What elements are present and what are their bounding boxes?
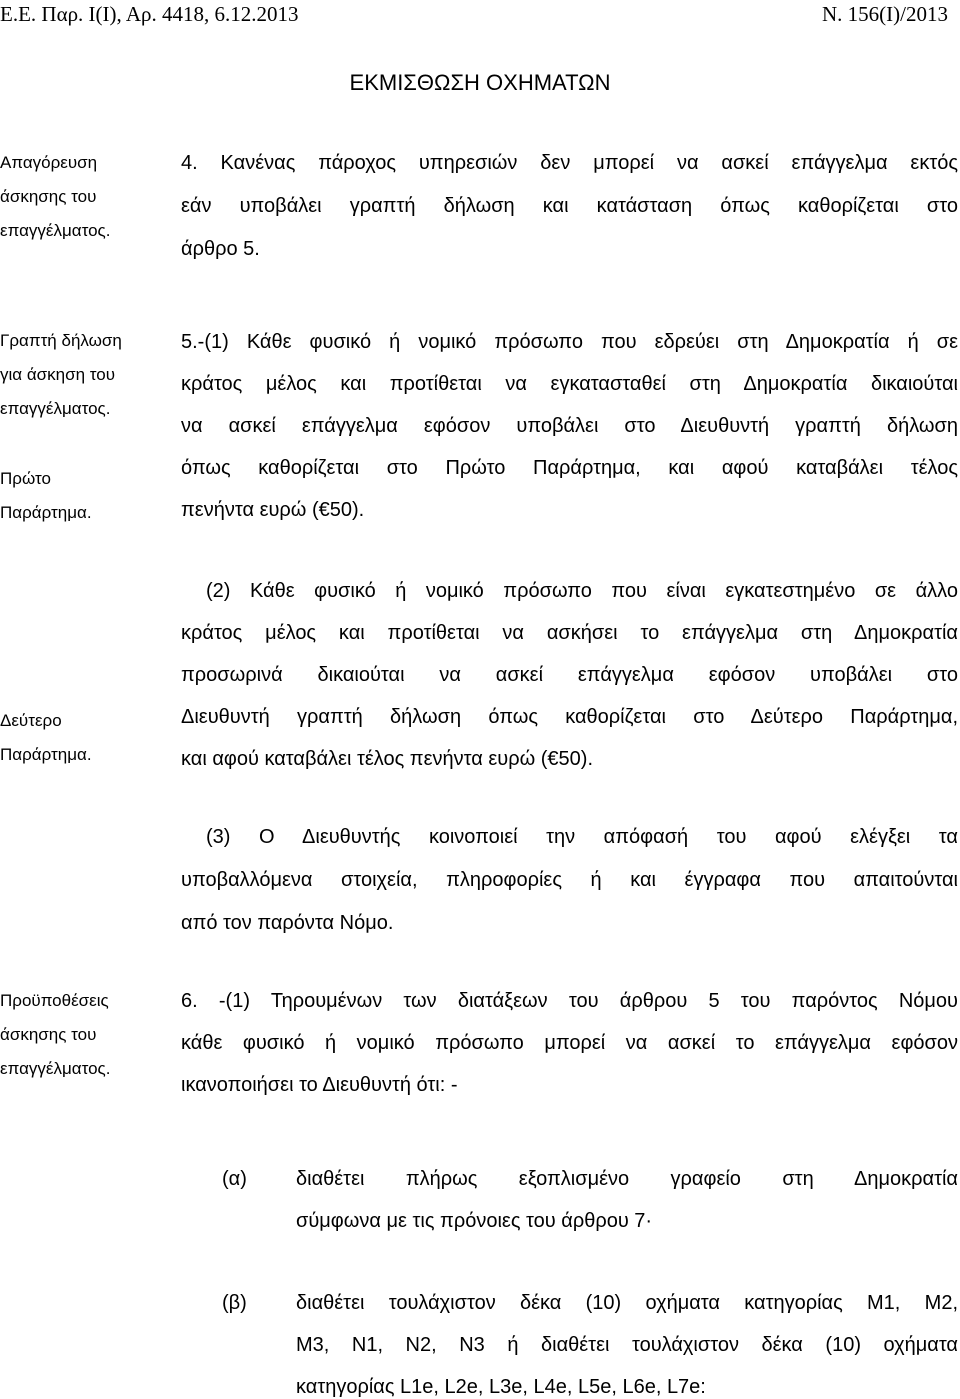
note-line: επαγγέλματος. [0, 1059, 111, 1078]
note-line: Δεύτερο [0, 711, 62, 730]
text-line: πενήντα ευρώ (€50). [181, 499, 365, 521]
text-line: να ασκεί επάγγελμα εφόσον υποβάλει στο Διευθυντή γραπτή δήλωση [181, 415, 958, 437]
text-line: όπως καθορίζεται στο Πρώτο Παράρτημα, και αφού καταβάλει τέλος [181, 457, 958, 479]
margin-note-prohibition [0, 146, 168, 248]
note-line: Προϋποθέσεις [0, 991, 109, 1010]
text-line: προσωρινά δικαιούται να ασκεί επάγγελμα εφόσον υποβάλει στο [181, 664, 958, 686]
note-line: Παράρτημα. [0, 745, 92, 764]
text-line: κράτος μέλος και προτίθεται να ασκήσει το επάγγελμα στη Δημοκρατία [181, 622, 958, 644]
text-line: κάθε φυσικό ή νομικό πρόσωπο μπορεί να ασκεί το επάγγελμα εφόσον [181, 1032, 958, 1054]
text-line: 6. -(1) Τηρουμένων των διατάξεων του άρθρου 5 του παρόντος Νόμου [181, 990, 958, 1012]
item-label: (β) [222, 1292, 247, 1314]
text-line: Μ3, Ν1, Ν2, Ν3 ή διαθέτει τουλάχιστον δέκα (10) οχήματα [296, 1334, 958, 1356]
text-line: (2) Κάθε φυσικό ή νομικό πρόσωπο που είναι εγκατεστημένο σε άλλο [206, 580, 958, 602]
page-title: ΕΚΜΙΣΘΩΣΗ ΟΧΗΜΑΤΩΝ [349, 70, 611, 95]
margin-note-prerequisites [0, 984, 168, 1086]
note-line: επαγγέλματος. [0, 399, 111, 418]
note-line: άσκησης του [0, 1025, 97, 1044]
margin-note-written-declaration [0, 324, 168, 426]
margin-note-second-annex [0, 704, 168, 772]
law-number: Ν. 156(Ι)/2013 [822, 2, 948, 26]
text-line: διαθέτει πλήρως εξοπλισμένο γραφείο στη Δημοκρατία [296, 1168, 958, 1190]
text-line: από τον παρόντα Νόμο. [181, 912, 394, 934]
text-line: ικανοποιήσει το Διευθυντή ότι: - [181, 1074, 458, 1096]
note-line: επαγγέλματος. [0, 221, 111, 240]
text-line: άρθρο 5. [181, 238, 260, 260]
text-line: υποβαλλόμενα στοιχεία, πληροφορίες ή και έγγραφα που απαιτούνται [181, 869, 958, 891]
note-line: για άσκηση του [0, 365, 115, 384]
text-line: και αφού καταβάλει τέλος πενήντα ευρώ (€50). [181, 748, 594, 770]
margin-note-first-annex [0, 462, 168, 530]
note-line: Παράρτημα. [0, 503, 92, 522]
text-line: 5.-(1) Κάθε φυσικό ή νομικό πρόσωπο που εδρεύει στη Δημοκρατία ή σε [181, 331, 958, 353]
text-line: διαθέτει τουλάχιστον δέκα (10) οχήματα κατηγορίας Μ1, Μ2, [296, 1292, 958, 1314]
gazette-reference: Ε.Ε. Παρ. Ι(Ι), Αρ. 4418, 6.12.2013 [0, 2, 299, 26]
note-line: Πρώτο [0, 469, 51, 488]
text-line: κράτος μέλος και προτίθεται να εγκατασταθεί στη Δημοκρατία δικαιούται [181, 373, 958, 395]
text-line: (3) Ο Διευθυντής κοινοποιεί την απόφασή του αφού ελέγξει τα [206, 826, 958, 848]
text-line: 4. Κανένας πάροχος υπηρεσιών δεν μπορεί να ασκεί επάγγελμα εκτός [181, 152, 958, 174]
note-line: άσκησης του [0, 187, 97, 206]
text-line: κατηγορίας L1e, L2e, L3e, L4e, L5e, L6e, L7e: [296, 1376, 706, 1398]
note-line: Γραπτή δήλωση [0, 331, 122, 350]
note-line: Απαγόρευση [0, 153, 98, 172]
text-line: Διευθυντή γραπτή δήλωση όπως καθορίζεται στο Δεύτερο Παράρτημα, [181, 706, 958, 728]
text-line: σύμφωνα με τις πρόνοιες του άρθρου 7· [296, 1210, 653, 1232]
item-label: (α) [222, 1168, 247, 1190]
text-line: εάν υποβάλει γραπτή δήλωση και κατάσταση όπως καθορίζεται στο [181, 195, 958, 217]
